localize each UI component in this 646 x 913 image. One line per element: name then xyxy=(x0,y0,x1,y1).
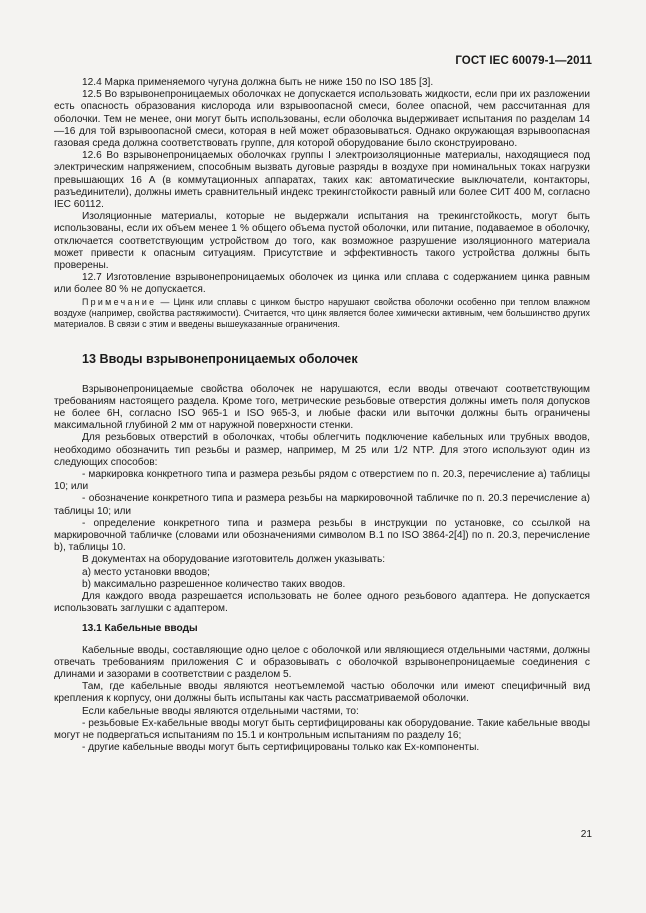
section-paragraph: В документах на оборудование изготовитель должен указывать: xyxy=(82,554,386,566)
paragraph-insulation: Изоляционные материалы, которые не выдержали испытания на трекингстойкость, могут быть использованы, если их объем менее 1 % общего объема пустой оболочки, или питание, подаваемое в оболочку, отключается соответствующим устройством до того, как возможное разрушение изоляционного материала может привести к опасным ситуациям. Присутствие и эффективность такого устройства должны быть проверены. xyxy=(54,211,590,272)
paragraph-12-4: 12.4 Марка применяемого чугуна должна быть не ниже 150 по ISO 185 [3]. xyxy=(82,77,434,88)
section-paragraph: Для резьбовых отверстий в оболочках, чтобы облегчить подключение кабельных или трубных вводов, необходимо обозначить тип резьбы и размер, например, М 25 или 1/2 NTP. Для этого используют один из следующих способов: xyxy=(54,432,590,468)
page-number: 21 xyxy=(580,829,592,840)
section-13-title: 13 Вводы взрывонепроницаемых оболочек xyxy=(82,351,358,366)
paragraph-12-5: 12.5 Во взрывонепроницаемых оболочках не допускается использовать жидкости, если при их разложении есть опасность образования кислорода или взрывоопасной смеси, более опасной, чем рассчитанная для оболочки. Тем не менее, они могут быть использованы, если оболочка выдерживает испытания по разделам 14—16 для той взрывоопасной смеси, которая в ней может образовываться. Однако окружающая взрывоопасная газовая среда должна соответствовать группе, для которой оборудование было сконструировано. xyxy=(54,89,590,150)
list-item: - другие кабельные вводы могут быть сертифицированы только как Ех-компоненты. xyxy=(82,742,480,754)
note-text: — Цинк или сплавы с цинком быстро нарушают свойства оболочки особенно при теплом влажном воздухе (например, свойства растяжимости). Считается, что цинк является более химически активным, чем большинство других материалов. В связи с этим и введены вышеуказанные ограничения. xyxy=(54,296,590,330)
subsection-13-1-title: 13.1 Кабельные вводы xyxy=(82,623,198,635)
paragraph-12-6: 12.6 Во взрывонепроницаемых оболочках группы I электроизоляционные материалы, находящиеся под электрическим напряжением, способным вызвать дуговые разряды в воздухе при номинальных токах нагрузки превышающих 16 А (в коммутационных аппаратах, таких как: автоматические выключатели, контакторы, разъединители), должны иметь сравнительный индекс трекингстойкости равный или более СИТ 400 М, согласно IEC 60112. xyxy=(54,150,590,211)
list-item: а) место установки вводов; xyxy=(82,566,210,578)
section-paragraph: Для каждого ввода разрешается использовать не более одного резьбового адаптера. Не допускается использовать заглушки с адаптером. xyxy=(54,591,590,615)
subsection-paragraph: Кабельные вводы, составляющие одно целое с оболочкой или являющиеся отдельными частями, должны отвечать требованиям приложения С и образовывать с оболочкой взрывонепроницаемые соединения с длинами и зазорами в соответствии с разделом 5. xyxy=(54,644,590,681)
note-label: Примечание xyxy=(82,296,157,307)
list-item: - маркировка конкретного типа и размера резьбы рядом с отверстием по п. 20.3, перечисление а) таблицы 10; или xyxy=(54,468,590,493)
list-item: - резьбовые Ех-кабельные вводы могут быть сертифицированы как оборудование. Такие кабельные вводы могут не подвергаться испытаниям по 15.1 и контрольным испытаниям по разделу 16; xyxy=(54,717,590,742)
section-paragraph: Взрывонепроницаемые свойства оболочек не нарушаются, если вводы отвечают соответствующим требованиям настоящего раздела. Кроме того, метрические резьбовые отверстия должны иметь поля допусков не более 6H, согласно ISO 965-1 и ISO 965-3, и любые фаски или выточки должны быть ограничены максимальной глубиной 2 мм от наружной поверхности стенки. xyxy=(54,383,590,432)
page-content xyxy=(54,77,590,754)
note xyxy=(54,297,590,331)
document-header: ГОСТ IEC 60079-1—2011 xyxy=(455,55,592,67)
list-item: - определение конкретного типа и размера резьбы в инструкции по установке, со ссылкой на маркировочной табличке (словами или обозначениями символом В.1 по ISO 3864-2[4]) по п. 20.3, перечисление b), таблицы 10. xyxy=(54,517,590,554)
paragraph-12-7: 12.7 Изготовление взрывонепроницаемых оболочек из цинка или сплава с содержанием цинка равным или более 80 % не допускается. xyxy=(54,272,590,296)
list-item: b) максимально разрешенное количество таких вводов. xyxy=(82,578,346,590)
subsection-paragraph: Если кабельные вводы являются отдельными частями, то: xyxy=(82,705,359,717)
list-item: - обозначение конкретного типа и размера резьбы на маркировочной табличке по п. 20.3 перечисление а) таблицы 10; или xyxy=(54,493,590,517)
subsection-paragraph: Там, где кабельные вводы являются неотъемлемой частью оболочки или имеют специфичный вид крепления к корпусу, они должны быть испытаны как часть рассматриваемой оболочки. xyxy=(54,681,590,705)
